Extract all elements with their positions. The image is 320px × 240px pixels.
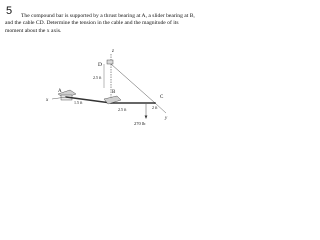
bar-segment-ab xyxy=(66,97,111,103)
problem-statement: The compound bar is supported by a thrust bearing at A, a slider bearing at B, and the cable CD. Determine the tension in the cable and the magnitude of its moment about the x axis. xyxy=(5,13,195,34)
cable-anchor-d xyxy=(107,60,113,64)
compound-bar-figure xyxy=(0,0,200,140)
point-b-label: B xyxy=(112,90,116,95)
y-axis-label: y xyxy=(165,116,168,121)
x-axis-label: x xyxy=(46,98,49,103)
dimension-b-label: 2.5 ft xyxy=(118,107,127,112)
dimension-c-label: 2 ft xyxy=(152,105,158,110)
z-axis-label: z xyxy=(112,49,114,54)
vertical-dimension-label: 2.5 ft xyxy=(93,75,102,80)
load-arrow-head xyxy=(145,116,148,120)
dimension-ab-label: 1.5 ft xyxy=(74,100,83,105)
point-c-label: C xyxy=(160,95,164,100)
problem-number: 5 xyxy=(6,5,13,17)
point-d-label: D xyxy=(98,62,102,68)
load-label: 270 lb xyxy=(134,121,146,126)
point-a-label: A xyxy=(58,89,62,94)
